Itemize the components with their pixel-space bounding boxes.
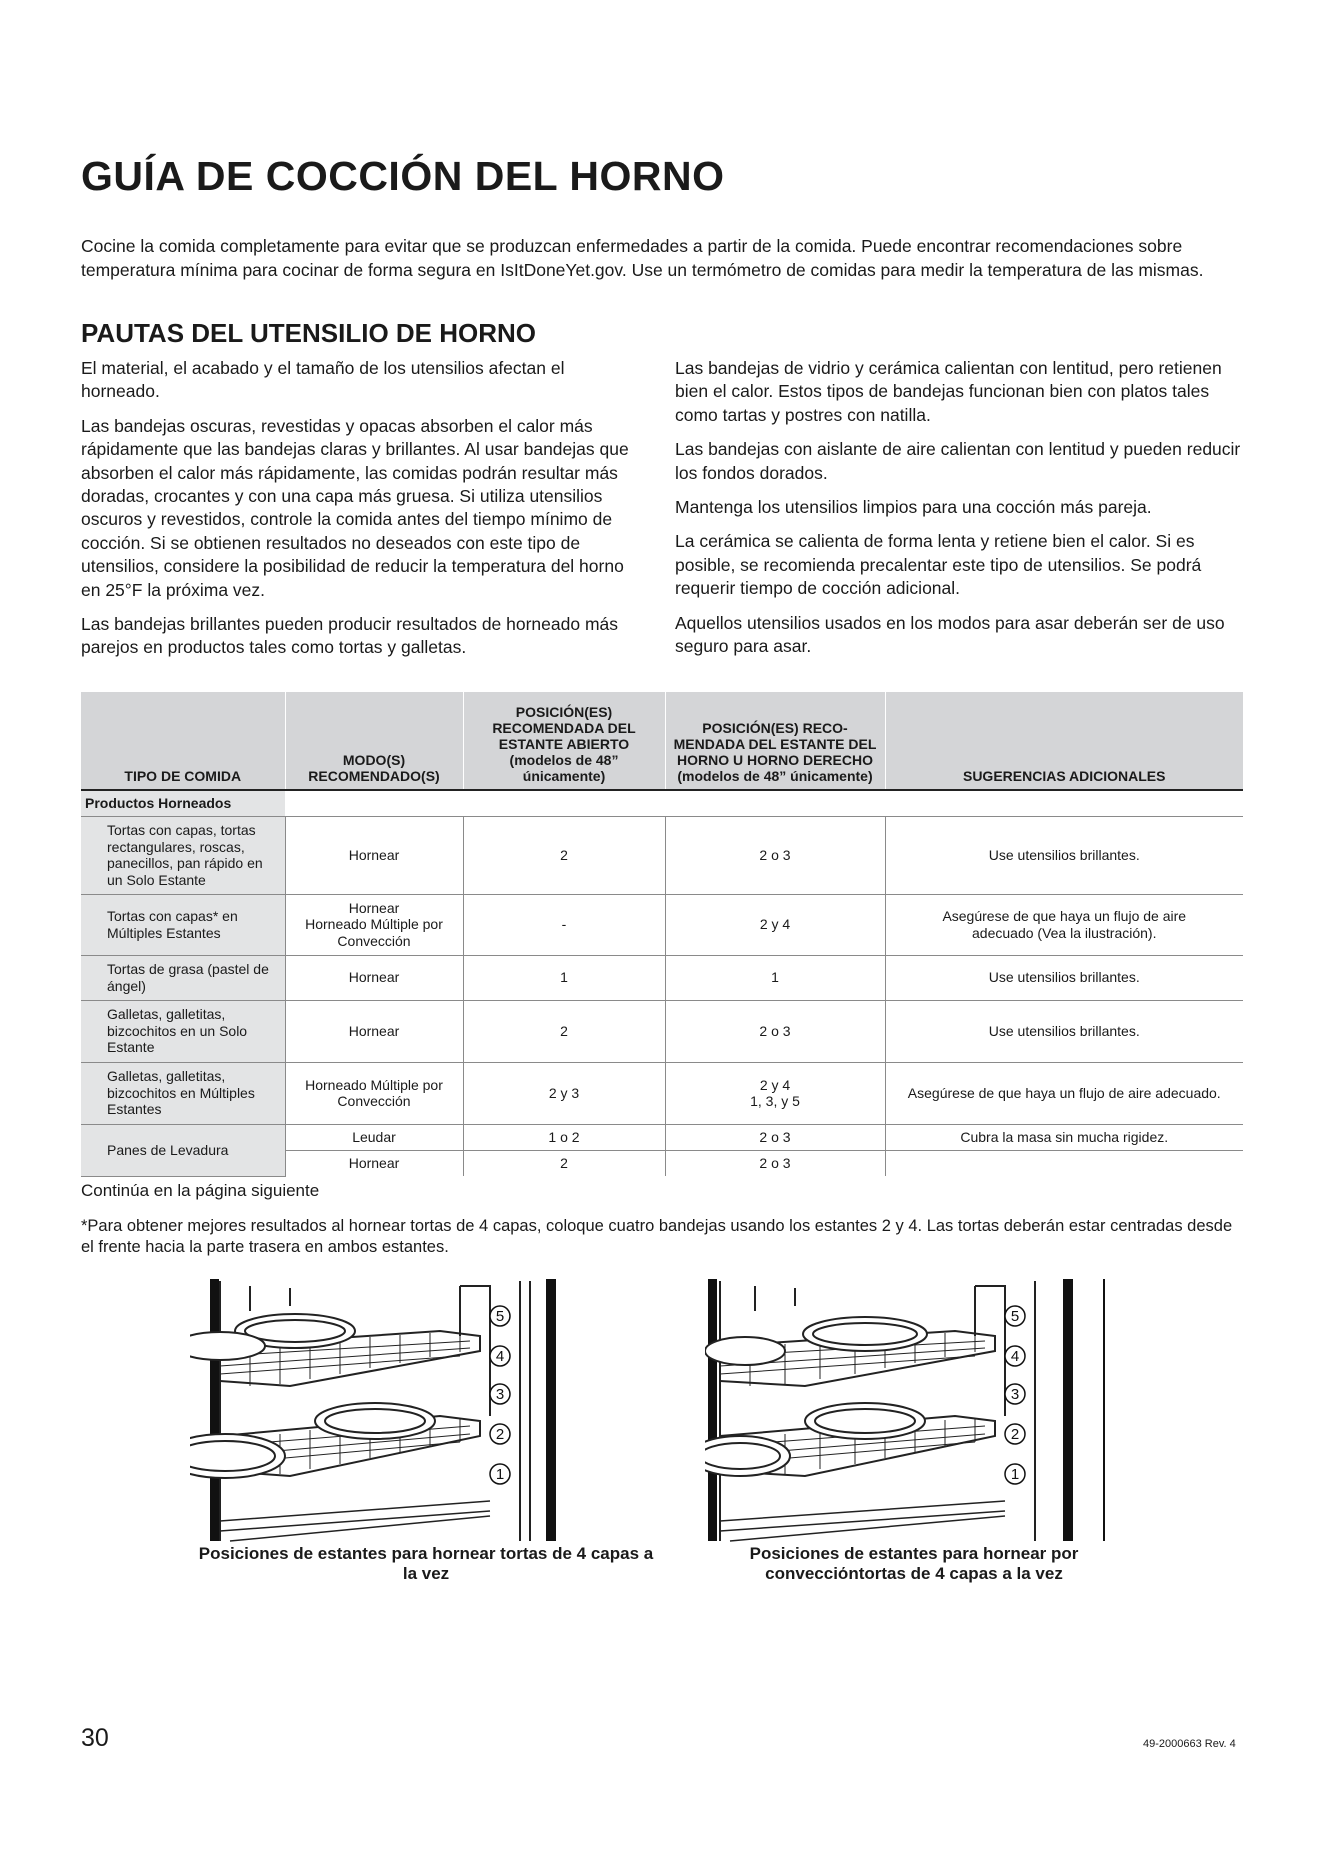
cell-open: 2 bbox=[463, 1150, 665, 1176]
table-row bbox=[81, 816, 1243, 894]
cell-open: 2 bbox=[463, 816, 665, 894]
cell-tips: Use utensilios brillantes. bbox=[885, 1000, 1243, 1062]
category-label: Productos Horneados bbox=[81, 790, 285, 816]
rack-4-label: 4 bbox=[495, 1348, 505, 1365]
paragraph: Las bandejas con aislante de aire calientan con lentitud y pueden reducir los fondos dorados. bbox=[675, 439, 1241, 483]
rack-2-label: 2 bbox=[1010, 1426, 1020, 1443]
table-row bbox=[81, 1000, 1243, 1062]
category-row bbox=[81, 790, 1243, 816]
table-header-row bbox=[81, 692, 1243, 790]
rack-1-label: 1 bbox=[495, 1466, 505, 1483]
paragraph: Las bandejas brillantes pueden producir resultados de horneado más parejos en productos tales como tortas y galletas. bbox=[81, 614, 619, 658]
cooking-guide-table-wrap bbox=[81, 692, 1243, 1177]
table-row bbox=[81, 1062, 1243, 1124]
cell-open: 1 bbox=[463, 955, 665, 1000]
cell-mode: Hornear bbox=[285, 1000, 463, 1062]
intro-paragraph: Cocine la comida completamente para evitar que se produzcan enfermedades a partir de la comida. Puede encontrar recomendaciones sobre temperatura mínima para cocinar de forma segura en IsItDoneYet.gov. Use un termómetro de comidas para medir la temperatura de las mismas. bbox=[81, 236, 1204, 280]
cell-right: 2 o 3 bbox=[665, 1150, 885, 1176]
cell-tips: Use utensilios brillantes. bbox=[885, 955, 1243, 1000]
oven-rack-illustration-left bbox=[190, 1276, 590, 1546]
cell-mode: Hornear bbox=[285, 816, 463, 894]
cell-tips: Use utensilios brillantes. bbox=[885, 816, 1243, 894]
cell-food: Panes de Levadura bbox=[81, 1124, 285, 1176]
rack-5-label: 5 bbox=[495, 1308, 505, 1325]
cell-food: Galletas, galletitas, bizcochitos en Múltiples Estantes bbox=[81, 1062, 285, 1124]
paragraph: El material, el acabado y el tamaño de los utensilios afectan el horneado. bbox=[81, 358, 565, 402]
cell-open: - bbox=[463, 894, 665, 955]
cell-food: Galletas, galletitas, bizcochitos en un Solo Estante bbox=[81, 1000, 285, 1062]
cell-right: 1 bbox=[665, 955, 885, 1000]
header-tips: SUGERENCIAS ADICIONALES bbox=[885, 692, 1243, 790]
paragraph: La cerámica se calienta de forma lenta y retiene bien el calor. Si es posible, se recomienda precalentar este tipo de utensilios. Se podrá requerir tiempo de cocción adicional. bbox=[675, 531, 1202, 599]
cell-right: 2 o 3 bbox=[665, 816, 885, 894]
footnote: *Para obtener mejores resultados al hornear tortas de 4 capas, coloque cuatro bandejas usando los estantes 2 y 4. Las tortas deberán estar centradas desde el frente hacia la parte trasera en ambos estantes. bbox=[81, 1217, 1233, 1256]
oven-rack-illustration-right bbox=[705, 1276, 1105, 1546]
document-number: 49-2000663 Rev. 4 bbox=[1143, 1738, 1236, 1750]
cell-right: 2 o 3 bbox=[665, 1124, 885, 1150]
cell-food: Tortas de grasa (pastel de ángel) bbox=[81, 955, 285, 1000]
right-column bbox=[675, 357, 1245, 669]
cell-tips: Asegúrese de que haya un flujo de aire adecuado (Vea la ilustración). bbox=[885, 894, 1243, 955]
figure-caption-left: Posiciones de estantes para hornear tortas de 4 capas a la vez bbox=[198, 1544, 654, 1583]
section-heading: PAUTAS DEL UTENSILIO DE HORNO bbox=[81, 318, 537, 348]
cell-open: 1 o 2 bbox=[463, 1124, 665, 1150]
rack-3-label: 3 bbox=[495, 1386, 505, 1403]
cooking-guide-table bbox=[81, 692, 1243, 1177]
rack-4-label: 4 bbox=[1010, 1348, 1020, 1365]
page-title: GUÍA DE COCCIÓN DEL HORNO bbox=[81, 153, 725, 199]
left-column bbox=[81, 357, 641, 671]
cell-open: 2 bbox=[463, 1000, 665, 1062]
page-number: 30 bbox=[81, 1724, 109, 1752]
continued-note: Continúa en la página siguiente bbox=[81, 1181, 320, 1200]
oven-rack-drawing bbox=[190, 1276, 590, 1546]
cell-food: Tortas con capas, tortas rectangulares, roscas, panecillos, pan rápido en un Solo Estante bbox=[81, 816, 285, 894]
cell-right: 2 y 4 1, 3, y 5 bbox=[665, 1062, 885, 1124]
rack-1-label: 1 bbox=[1010, 1466, 1020, 1483]
paragraph: Mantenga los utensilios limpios para una cocción más pareja. bbox=[675, 497, 1152, 518]
rack-3-label: 3 bbox=[1010, 1386, 1020, 1403]
paragraph: Las bandejas oscuras, revestidas y opacas absorben el calor más rápidamente que las bandejas claras y brillantes. Al usar bandejas que absorben el calor más rápidamente, las comidas podrán resultar más doradas, crocantes y con una capa más gruesa. Si utiliza utensilios oscuros y revestidos, controle la comida antes del tiempo mínimo de cocción. Si se obtienen resultados no deseados con este tipo de utensilios, considere la posibilidad de reducir la temperatura del horno en 25°F la próxima vez. bbox=[81, 415, 629, 600]
cell-mode: Hornear bbox=[285, 955, 463, 1000]
cell-mode: Hornear Horneado Múltiple por Convección bbox=[285, 894, 463, 955]
cell-mode: Hornear bbox=[285, 1150, 463, 1176]
header-right-rack: POSICIÓN(ES) RECO-MENDADA DEL ESTANTE DEL HORNO U HORNO DERECHO (modelos de 48” únicamente) bbox=[665, 692, 885, 790]
figure-caption-right: Posiciones de estantes para hornear por convecciόntortas de 4 capas a la vez bbox=[749, 1544, 1079, 1583]
paragraph: Las bandejas de vidrio y cerámica calientan con lentitud, pero retienen bien el calor. Estos tipos de bandejas funcionan bien con platos tales como tartas y postres con natilla. bbox=[675, 358, 1222, 425]
rack-5-label: 5 bbox=[1010, 1308, 1020, 1325]
cell-tips: Cubra la masa sin mucha rigidez. bbox=[885, 1124, 1243, 1150]
header-mode: MODO(S) RECOMENDADO(S) bbox=[285, 692, 463, 790]
paragraph: Aquellos utensilios usados en los modos para asar deberán ser de uso seguro para asar. bbox=[675, 612, 1225, 657]
oven-rack-drawing bbox=[705, 1276, 1105, 1546]
cell-food: Tortas con capas* en Múltiples Estantes bbox=[81, 894, 285, 955]
cell-open: 2 y 3 bbox=[463, 1062, 665, 1124]
cell-right: 2 y 4 bbox=[665, 894, 885, 955]
cell-mode: Horneado Múltiple por Convección bbox=[285, 1062, 463, 1124]
cell-right: 2 o 3 bbox=[665, 1000, 885, 1062]
rack-2-label: 2 bbox=[495, 1426, 505, 1443]
cell-tips: Asegúrese de que haya un flujo de aire adecuado. bbox=[885, 1062, 1243, 1124]
cell-tips bbox=[885, 1150, 1243, 1176]
header-food: TIPO DE COMIDA bbox=[81, 692, 285, 790]
table-row bbox=[81, 894, 1243, 955]
table-row bbox=[81, 1124, 1243, 1150]
table-row bbox=[81, 955, 1243, 1000]
header-open-rack: POSICIÓN(ES) RECOMENDADA DEL ESTANTE ABIERTO (modelos de 48” únicamente) bbox=[463, 692, 665, 790]
cell-mode: Leudar bbox=[285, 1124, 463, 1150]
